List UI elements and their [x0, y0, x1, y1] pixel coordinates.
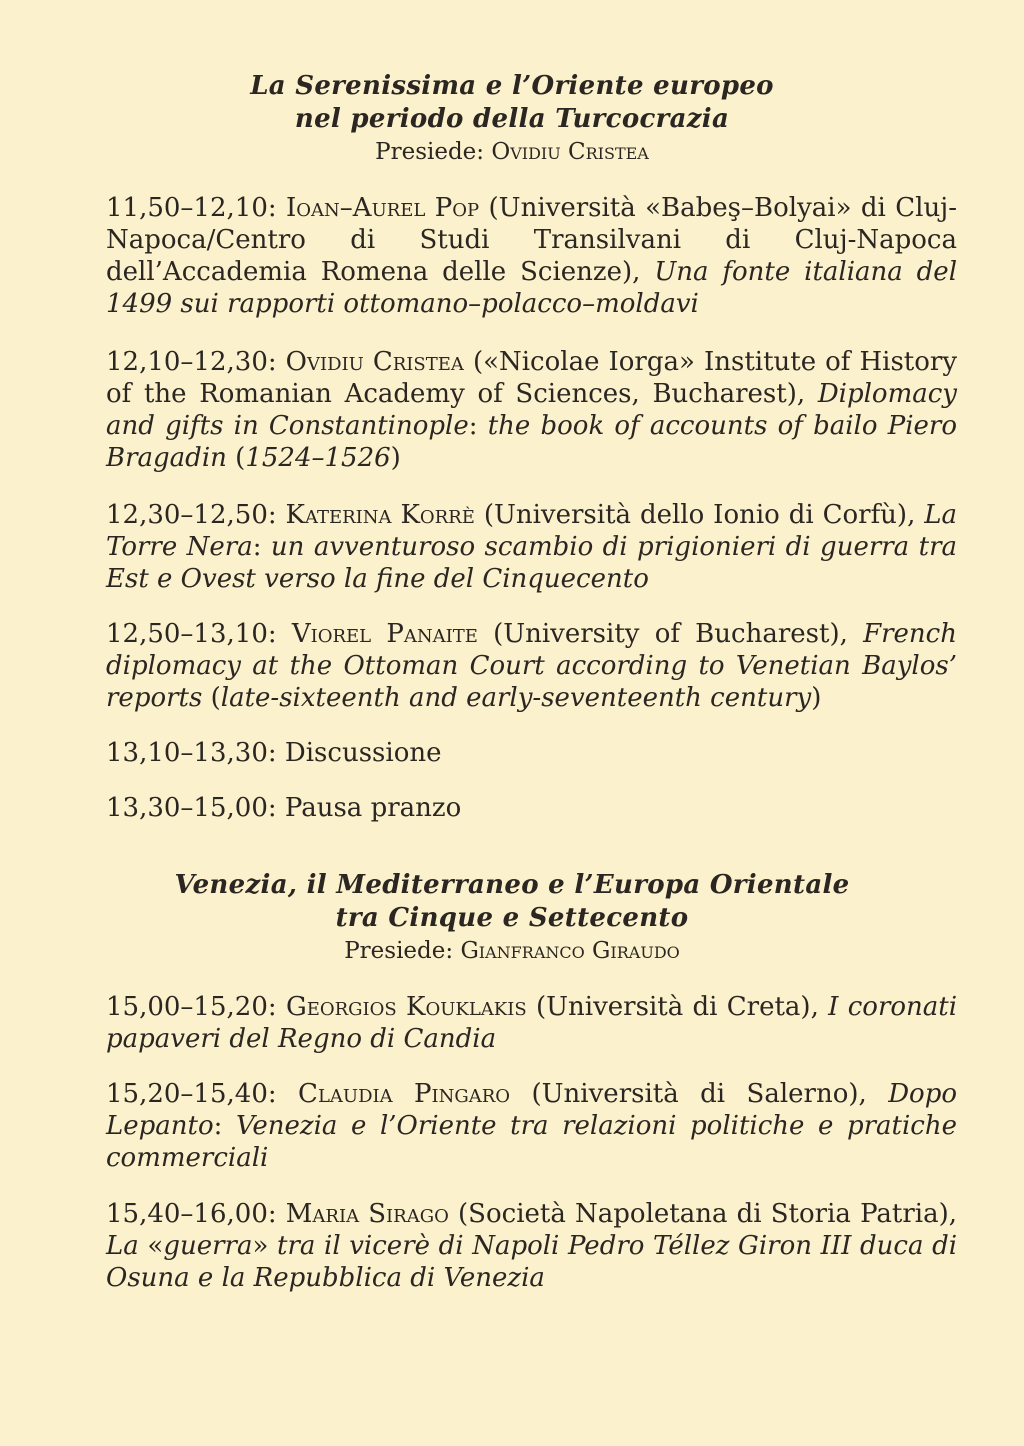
- session-title-line: tra Cinque e Settecento: [335, 903, 689, 933]
- program-item: [106, 346, 957, 474]
- talk-title: guerra: [163, 1231, 253, 1261]
- chair-label: Presiede:: [375, 139, 485, 165]
- speaker-name: Claudia Pingaro: [298, 1079, 511, 1109]
- time-slot: 12,30–12,50:: [106, 500, 277, 530]
- speaker-affiliation: (University of Bucharest),: [493, 619, 848, 649]
- program-item: [106, 737, 957, 769]
- time-slot: 15,20–15,40:: [106, 1079, 277, 1109]
- title-separator: :: [252, 532, 262, 562]
- program-item: [106, 991, 957, 1055]
- session-title-line: La Serenissima e l’Oriente europeo: [250, 71, 774, 101]
- chair-name: Gianfranco Giraudo: [460, 938, 680, 964]
- title-separator: :: [468, 411, 478, 441]
- chair-line: [0, 935, 1024, 968]
- time-slot: 13,10–13,30:: [106, 738, 277, 768]
- session-title: [0, 869, 1024, 935]
- talk-title: La: [106, 1231, 139, 1261]
- session-title-line: nel periodo della Turcocrazia: [294, 104, 730, 134]
- talk-title: Dopo Lepanto: [106, 1079, 957, 1141]
- talk-title: the book of accounts of bailo Piero Bragadin: [106, 411, 957, 473]
- chair-name: Ovidiu Cristea: [491, 139, 649, 165]
- paren: (: [210, 683, 221, 713]
- talk-title: La Torre Nera: [106, 500, 958, 562]
- talk-title: late-sixteenth and early-seventeenth century: [220, 683, 812, 713]
- time-slot: 15,40–16,00:: [106, 1199, 277, 1229]
- program-item: [106, 499, 957, 595]
- time-slot: 15,00–15,20:: [106, 992, 277, 1022]
- chair-label: Presiede:: [344, 938, 454, 964]
- speaker-affiliation: (Società Napoletana di Storia Patria),: [458, 1199, 958, 1229]
- session-header: [0, 869, 1024, 968]
- speaker-affiliation: («Nicolae Iorga» Institute of History of the Romanian Academy of Sciences, Bucharest),: [106, 347, 958, 409]
- speaker-name: Maria Sirago: [285, 1199, 449, 1229]
- time-slot: 12,50–13,10:: [106, 619, 277, 649]
- paren: ): [811, 683, 822, 713]
- chair-line: [0, 136, 1024, 169]
- speaker-name: Katerina Korrè: [285, 500, 475, 530]
- talk-title: I coronati papaveri del Regno di Candia: [106, 992, 958, 1054]
- session-title: [0, 70, 1024, 136]
- speaker-affiliation: (Università di Creta),: [535, 992, 819, 1022]
- paren: ): [390, 443, 401, 473]
- session-title-line: Venezia, il Mediterraneo e l’Europa Orientale: [174, 870, 850, 900]
- speaker-name: Ioan–Aurel Pop: [286, 193, 480, 223]
- talk-title: French diplomacy at the Ottoman Court according to Venetian Baylos’ reports: [106, 619, 957, 713]
- speaker-name: Georgios Kouklakis: [285, 992, 527, 1022]
- talk-title: Una fonte italiana del 1499 sui rapporti ottomano–polacco–moldavi: [106, 257, 958, 319]
- program-item: [106, 1198, 957, 1294]
- speaker-name: Ovidiu Cristea: [285, 347, 464, 377]
- title-separator: :: [213, 1111, 223, 1141]
- talk-title: Venezia e l’Oriente tra relazioni politiche e pratiche commerciali: [106, 1111, 957, 1173]
- program-item: [106, 792, 957, 824]
- break-label: Discussione: [284, 738, 442, 768]
- speaker-name: Viorel Panaite: [291, 619, 478, 649]
- talk-title: un avventuroso scambio di prigionieri di guerra tra Est e Ovest verso la fine del Cinquecento: [106, 532, 957, 594]
- session-header: [0, 70, 1024, 169]
- program-item: [106, 618, 957, 714]
- program-item: [106, 1078, 957, 1174]
- talk-title: 1524–1526: [245, 443, 391, 473]
- speaker-affiliation: (Università dello Ionio di Corfù),: [483, 500, 916, 530]
- talk-title: tra il vicerè di Napoli Pedro Téllez Giron III duca di Osuna e la Repubblica di Venezia: [106, 1231, 958, 1293]
- speaker-affiliation: (Università di Salerno),: [531, 1079, 867, 1109]
- time-slot: 11,50–12,10:: [106, 193, 277, 223]
- time-slot: 12,10–12,30:: [106, 347, 277, 377]
- speaker-affiliation: (Università «Babeş–Bolyai» di Cluj-Napoca/Centro di Studi Transilvani di Cluj-Napoca dell’Accademia Romena delle Scienze),: [106, 193, 958, 287]
- quote-mark: »: [252, 1231, 269, 1261]
- break-label: Pausa pranzo: [284, 793, 462, 823]
- paren: (: [235, 443, 246, 473]
- program-item: [106, 192, 957, 320]
- quote-mark: «: [147, 1231, 164, 1261]
- time-slot: 13,30–15,00:: [106, 793, 277, 823]
- talk-title: Diplomacy and gifts in Constantinople: [106, 379, 957, 441]
